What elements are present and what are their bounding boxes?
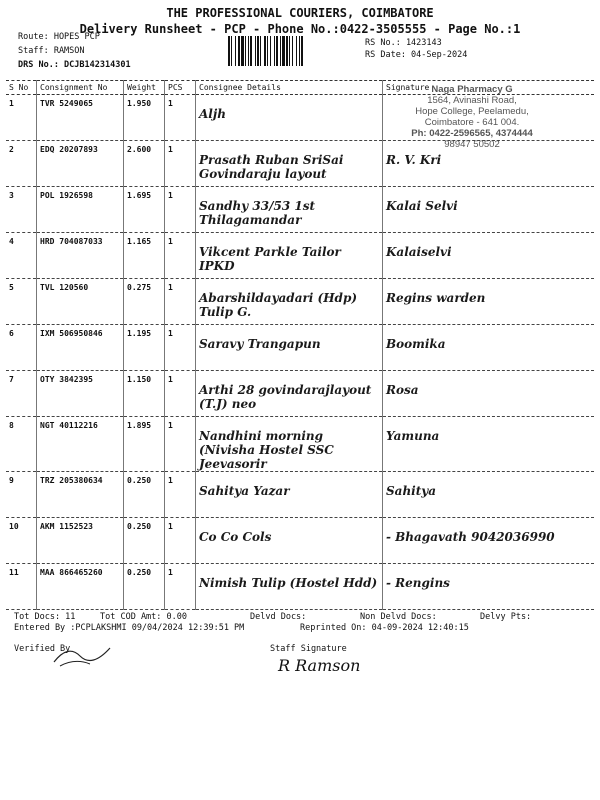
row-consignee: Nandhini morning (Nivisha Hostel SSC Jeevasorir bbox=[196, 417, 383, 472]
row-pcs: 1 bbox=[165, 564, 196, 610]
table-row bbox=[6, 187, 594, 233]
route-label: Route: HOPES PCP bbox=[18, 32, 100, 42]
stamp-line: 1564, Avinashi Road, bbox=[427, 95, 517, 106]
row-sno: 11 bbox=[6, 564, 37, 610]
row-sno: 8 bbox=[6, 417, 37, 472]
stamp-line: Hope College, Peelamedu, bbox=[415, 106, 529, 117]
row-signature: Kalai Selvi bbox=[383, 187, 595, 233]
stamp-line: 98947 50502 bbox=[444, 139, 500, 150]
row-pcs: 1 bbox=[165, 371, 196, 417]
staff-label: Staff: RAMSON bbox=[18, 46, 85, 56]
row-consignment: HRD 704087033 bbox=[37, 233, 124, 279]
row-consignment: IXM 506950846 bbox=[37, 325, 124, 371]
row-weight: 0.275 bbox=[124, 279, 165, 325]
delvd-docs: Delvd Docs: bbox=[250, 612, 307, 622]
row-weight: 0.250 bbox=[124, 472, 165, 518]
table-row bbox=[6, 371, 594, 417]
row-consignee: Vikcent Parkle Tailor IPKD bbox=[196, 233, 383, 279]
row-sno: 5 bbox=[6, 279, 37, 325]
row-sno: 3 bbox=[6, 187, 37, 233]
row-signature: - Rengins bbox=[383, 564, 595, 610]
table-row bbox=[6, 518, 594, 564]
verifier-signature bbox=[50, 640, 120, 670]
runsheet-subtitle: Delivery Runsheet - PCP - Phone No.:0422-3505555 - Page No.:1 bbox=[79, 22, 521, 36]
row-pcs: 1 bbox=[165, 233, 196, 279]
reprinted-on: Reprinted On: 04-09-2024 12:40:15 bbox=[300, 623, 469, 633]
row-consignee: Co Co Cols bbox=[196, 518, 383, 564]
row-weight: 0.250 bbox=[124, 518, 165, 564]
table-row bbox=[6, 417, 594, 472]
row-consignment: NGT 40112216 bbox=[37, 417, 124, 472]
row-consignee: Saravy Trangapun bbox=[196, 325, 383, 371]
entered-by: Entered By :PCPLAKSHMI 09/04/2024 12:39:51 PM bbox=[14, 623, 245, 633]
row-sno: 6 bbox=[6, 325, 37, 371]
verified-by: Verified By bbox=[14, 644, 71, 654]
table-row bbox=[6, 233, 594, 279]
row-weight: 1.150 bbox=[124, 371, 165, 417]
row-pcs: 1 bbox=[165, 518, 196, 564]
tot-docs: Tot Docs: 11 bbox=[14, 612, 76, 622]
col-consignment: Consignment No bbox=[37, 81, 124, 95]
row-sno: 9 bbox=[6, 472, 37, 518]
col-sno: S No bbox=[6, 81, 37, 95]
row-weight: 1.195 bbox=[124, 325, 165, 371]
drs-label: DRS No.: DCJB142314301 bbox=[18, 60, 131, 70]
row-weight: 0.250 bbox=[124, 564, 165, 610]
row-signature: Boomika bbox=[383, 325, 595, 371]
staff-signature-label: Staff Signature bbox=[270, 644, 347, 654]
table-header-row bbox=[6, 81, 594, 95]
col-pcs: PCS bbox=[165, 81, 196, 95]
row-sno: 2 bbox=[6, 141, 37, 187]
row-pcs: 1 bbox=[165, 325, 196, 371]
col-signature: Signature bbox=[383, 81, 595, 95]
row-pcs: 1 bbox=[165, 472, 196, 518]
row-weight: 1.695 bbox=[124, 187, 165, 233]
row-signature: Yamuna bbox=[383, 417, 595, 472]
table-row bbox=[6, 279, 594, 325]
stamp-line: Coimbatore - 641 004. bbox=[424, 117, 520, 128]
row-pcs: 1 bbox=[165, 95, 196, 141]
runsheet-table bbox=[6, 80, 594, 610]
row-weight: 1.165 bbox=[124, 233, 165, 279]
row-weight: 2.600 bbox=[124, 141, 165, 187]
row-signature: Regins warden bbox=[383, 279, 595, 325]
row-sno: 4 bbox=[6, 233, 37, 279]
row-signature: R. V. Kri bbox=[383, 141, 595, 187]
rs-number: RS No.: 1423143 bbox=[365, 38, 442, 48]
row-consignee: Sahitya Yazar bbox=[196, 472, 383, 518]
row-consignee: Arthi 28 govindarajlayout (T.J) neo bbox=[196, 371, 383, 417]
row-weight: 1.895 bbox=[124, 417, 165, 472]
row-pcs: 1 bbox=[165, 417, 196, 472]
row-pcs: 1 bbox=[165, 187, 196, 233]
row-consignment: TRZ 205380634 bbox=[37, 472, 124, 518]
company-title: THE PROFESSIONAL COURIERS, COIMBATORE bbox=[166, 6, 434, 20]
row-consignment: AKM 1152523 bbox=[37, 518, 124, 564]
row-signature: Kalaiselvi bbox=[383, 233, 595, 279]
col-consignee: Consignee Details bbox=[196, 81, 383, 95]
row-consignee: Aljh bbox=[196, 95, 383, 141]
row-consignee: Abarshildayadari (Hdp) Tulip G. bbox=[196, 279, 383, 325]
row-sno: 7 bbox=[6, 371, 37, 417]
row-weight: 1.950 bbox=[124, 95, 165, 141]
stamp-line: Naga Pharmacy G bbox=[431, 84, 513, 95]
table-row bbox=[6, 95, 594, 141]
row-consignment: TVL 120560 bbox=[37, 279, 124, 325]
row-pcs: 1 bbox=[165, 279, 196, 325]
tot-cod: Tot COD Amt: 0.00 bbox=[100, 612, 187, 622]
row-signature bbox=[383, 95, 595, 141]
row-sno: 1 bbox=[6, 95, 37, 141]
row-consignment: MAA 866465260 bbox=[37, 564, 124, 610]
table-row bbox=[6, 141, 594, 187]
row-consignee: Prasath Ruban SriSai Govindaraju layout bbox=[196, 141, 383, 187]
stamp-line: Ph: 0422-2596565, 4374444 bbox=[411, 128, 533, 139]
table-row bbox=[6, 472, 594, 518]
row-consignment: EDQ 20207893 bbox=[37, 141, 124, 187]
row-signature: Sahitya bbox=[383, 472, 595, 518]
row-signature: - Bhagavath 9042036990 bbox=[383, 518, 595, 564]
row-consignment: TVR 5249065 bbox=[37, 95, 124, 141]
row-pcs: 1 bbox=[165, 141, 196, 187]
staff-signature: R Ramson bbox=[278, 656, 361, 675]
table-row bbox=[6, 325, 594, 371]
row-signature: Rosa bbox=[383, 371, 595, 417]
delvy-pts: Delvy Pts: bbox=[480, 612, 532, 622]
col-weight: Weight bbox=[124, 81, 165, 95]
row-consignment: OTY 3842395 bbox=[37, 371, 124, 417]
row-consignment: POL 1926598 bbox=[37, 187, 124, 233]
row-consignee: Sandhy 33/53 1st Thilagamandar bbox=[196, 187, 383, 233]
row-consignee: Nimish Tulip (Hostel Hdd) bbox=[196, 564, 383, 610]
barcode bbox=[228, 36, 356, 66]
table-row bbox=[6, 564, 594, 610]
row-sno: 10 bbox=[6, 518, 37, 564]
rs-date: RS Date: 04-Sep-2024 bbox=[365, 50, 468, 60]
non-delvd-docs: Non Delvd Docs: bbox=[360, 612, 437, 622]
